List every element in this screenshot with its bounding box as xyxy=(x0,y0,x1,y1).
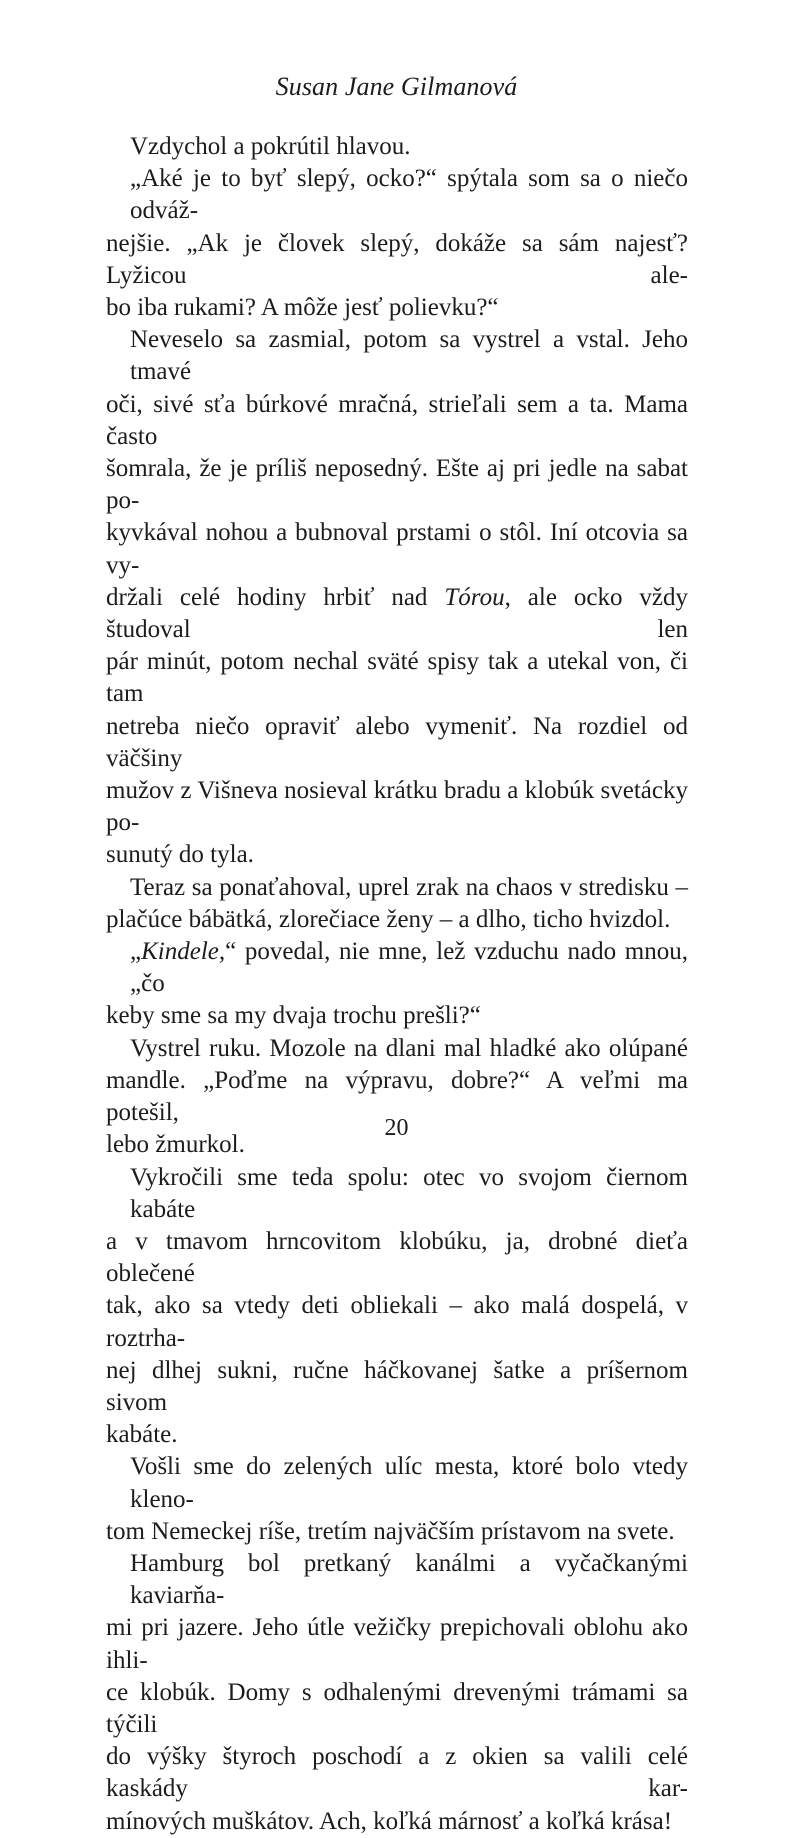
text-line xyxy=(106,517,688,581)
text-line xyxy=(106,1741,688,1805)
text-run: mínových muškátov. Ach, koľká márnosť a koľká krása! xyxy=(106,1807,673,1835)
text-line xyxy=(106,1033,688,1065)
paragraph xyxy=(106,936,688,1033)
text-line xyxy=(106,1451,688,1515)
text-line xyxy=(106,1806,688,1838)
italic-text: Kindele, xyxy=(141,938,226,966)
text-run: kyvkával nohou a bubnoval prstami o stôl. Iní otcovia sa vy- xyxy=(106,519,688,579)
text-run: tak, ako sa vtedy deti obliekali – ako malá dospelá, v roztrha- xyxy=(106,1292,688,1352)
text-run: „Aké je to byť slepý, ocko?“ spýtala som sa o niečo odváž- xyxy=(130,165,688,225)
text-line xyxy=(106,1355,688,1419)
text-line xyxy=(106,646,688,710)
text-run: ce klobúk. Domy s odhalenými drevenými trámami sa týčili xyxy=(106,1678,688,1738)
text-line xyxy=(106,1677,688,1741)
text-run: oči, sivé sťa búrkové mračná, strieľali sem a ta. Mama často xyxy=(106,390,688,450)
text-run: mi pri jazere. Jeho útle vežičky prepichovali oblohu ako ihli- xyxy=(106,1614,688,1674)
text-line xyxy=(106,904,688,936)
text-run: plačúce bábätká, zlorečiace ženy – a dlho, ticho hvizdol. xyxy=(106,905,671,933)
text-run: kabáte. xyxy=(106,1421,178,1449)
text-line xyxy=(106,228,688,292)
text-line xyxy=(106,839,688,871)
text-run: pár minút, potom nechal sväté spisy tak a utekal von, či tam xyxy=(106,648,688,708)
text-line xyxy=(106,453,688,517)
text-run: Neveselo sa zasmial, potom sa vystrel a vstal. Jeho tmavé xyxy=(130,326,688,386)
text-run: Vystrel ruku. Mozole na dlani mal hladké ako olúpané xyxy=(130,1034,688,1062)
paragraph xyxy=(106,1033,688,1162)
text-run: tom Nemeckej ríše, tretím najväčším prístavom na svete. xyxy=(106,1517,675,1545)
text-run: a v tmavom hrncovitom klobúku, ja, drobné dieťa oblečené xyxy=(106,1227,688,1288)
text-line xyxy=(106,163,688,227)
text-line xyxy=(106,711,688,775)
text-line xyxy=(106,1612,688,1676)
paragraph xyxy=(106,1451,688,1548)
text-line xyxy=(106,324,688,388)
text-run: „ xyxy=(130,938,142,966)
text-line xyxy=(106,1162,688,1226)
text-line xyxy=(106,389,688,453)
body-text xyxy=(106,131,688,1838)
text-run: , ale ocko vždy študoval len xyxy=(106,583,688,644)
text-line xyxy=(106,936,688,1000)
text-run: šomrala, že je príliš neposedný. Ešte aj pri jedle na sabat po- xyxy=(106,455,688,515)
text-run: do výšky štyroch poschodí a z okien sa valili celé kaskády kar- xyxy=(106,1743,688,1803)
paragraph xyxy=(106,1162,688,1452)
italic-text: Tórou xyxy=(444,583,505,611)
paragraph xyxy=(106,1548,688,1838)
text-line xyxy=(106,775,688,839)
text-line xyxy=(106,1516,688,1548)
text-line xyxy=(106,1419,688,1451)
text-line xyxy=(106,582,688,646)
text-run: Vykročili sme teda spolu: otec vo svojom čiernom kabáte xyxy=(130,1163,688,1223)
text-run: netreba niečo opraviť alebo vymeniť. Na rozdiel od väčšiny xyxy=(106,712,688,772)
paragraph xyxy=(106,324,688,871)
text-line xyxy=(106,1290,688,1354)
text-run: keby sme sa my dvaja trochu prešli?“ xyxy=(106,1002,481,1030)
paragraph xyxy=(106,872,688,936)
paragraph xyxy=(106,163,688,324)
text-run: bo iba rukami? A môže jesť polievku?“ xyxy=(106,294,499,322)
text-run: Hamburg bol pretkaný kanálmi a vyčačkanými kaviarňa- xyxy=(130,1549,688,1610)
text-run: lebo žmurkol. xyxy=(106,1131,245,1159)
text-run: nejšie. „Ak je človek slepý, dokáže sa sám najesť? Lyžicou ale- xyxy=(106,229,688,289)
paragraph xyxy=(106,131,688,163)
text-run: sunutý do tyla. xyxy=(106,841,254,869)
text-line xyxy=(106,872,688,904)
page-number: 20 xyxy=(384,1115,409,1141)
text-run: Teraz sa ponaťahoval, uprel zrak na chaos v stredisku – xyxy=(130,873,688,901)
text-run: Vošli sme do zelených ulíc mesta, ktoré bolo vtedy kleno- xyxy=(130,1453,688,1513)
text-line xyxy=(106,131,688,163)
text-run: nej dlhej sukni, ručne háčkovanej šatke a príšernom sivom xyxy=(106,1356,688,1416)
text-line xyxy=(106,1226,688,1290)
running-head-author: Susan Jane Gilmanová xyxy=(275,72,518,101)
text-line xyxy=(106,1548,688,1612)
text-run: “ povedal, nie mne, lež vzduchu nado mnou, „čo xyxy=(130,938,688,998)
text-line xyxy=(106,1000,688,1032)
text-run: Vzdychol a pokrútil hlavou. xyxy=(130,133,411,160)
text-run: mandle. „Poďme na výpravu, dobre?“ A veľmi ma potešil, xyxy=(106,1066,688,1127)
text-run: držali celé hodiny hrbiť nad xyxy=(106,583,445,611)
text-line xyxy=(106,292,688,324)
text-run: mužov z Višneva nosieval krátku bradu a klobúk svetácky po- xyxy=(106,777,688,837)
